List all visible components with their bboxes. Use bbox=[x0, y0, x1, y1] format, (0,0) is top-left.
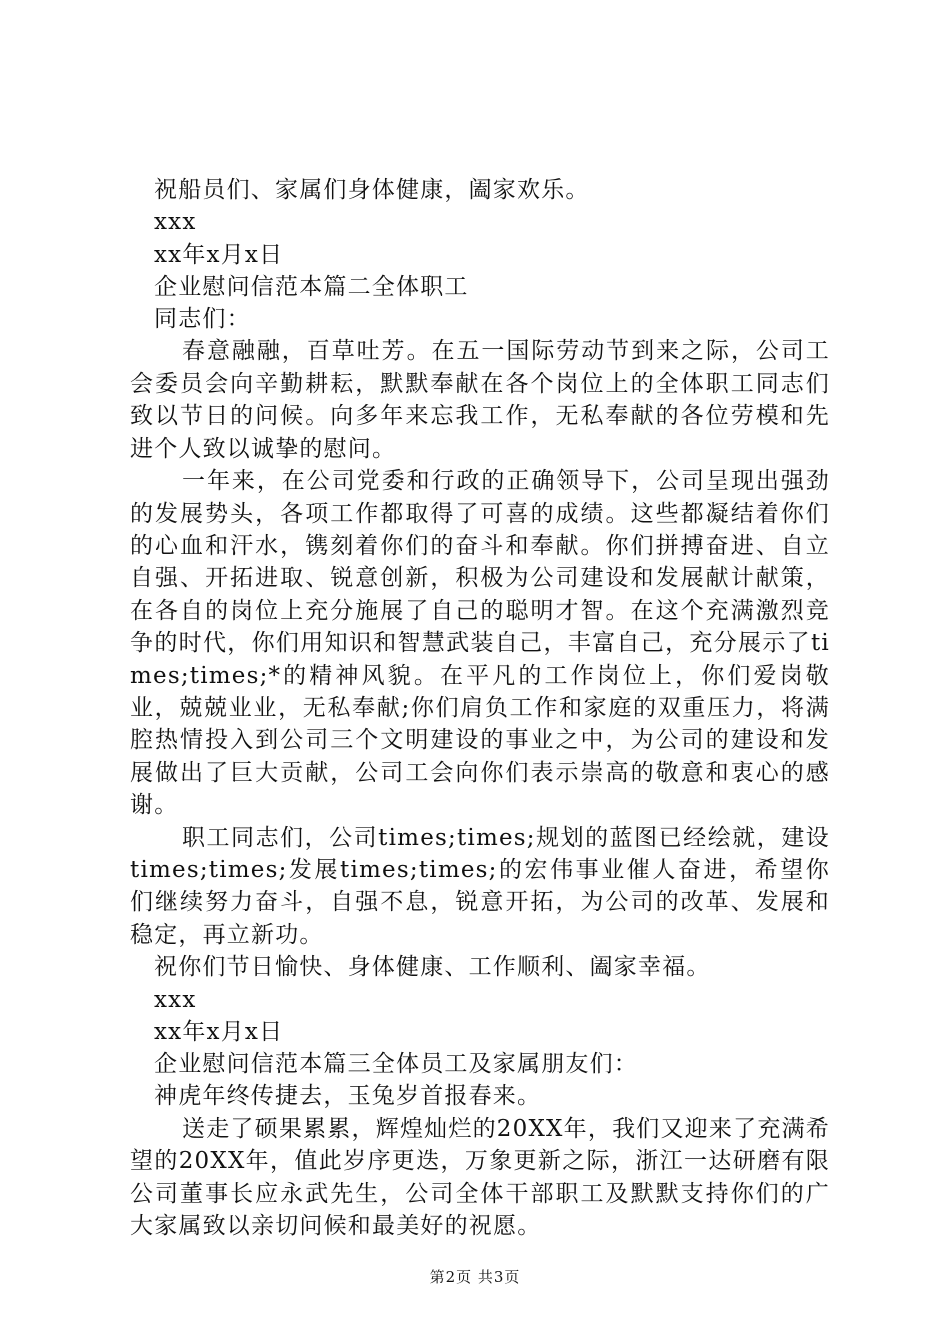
date-1: xx年x月x日 bbox=[154, 241, 284, 268]
body-paragraph-1: 春意融融，百草吐芳。在五一国际劳动节到来之际，公司工会委员会向辛勤耕耘，默默奉献在各个岗位上的全体职工同志们致以节日的问候。向多年来忘我工作，无私奉献的各位劳模和先进个人致以诚挚的慰问。 bbox=[130, 338, 830, 462]
document-body bbox=[130, 174, 830, 1242]
section-title-3: 企业慰问信范本篇三全体员工及家属朋友们： bbox=[154, 1051, 638, 1078]
closing-greeting-2: 祝你们节日愉快、身体健康、工作顺利、阖家幸福。 bbox=[154, 954, 711, 981]
body-paragraph-4: 送走了硕果累累，辉煌灿烂的20XX年，我们又迎来了充满希望的20XX年，值此岁序更迭，万象更新之际，浙江一达研磨有限公司董事长应永武先生，公司全体干部职工及默默支持你们的广大家属致以亲切问候和最美好的祝愿。 bbox=[130, 1115, 830, 1239]
date-2: xx年x月x日 bbox=[154, 1018, 284, 1045]
salutation-2: 同志们： bbox=[154, 306, 251, 333]
section-title-2: 企业慰问信范本篇二全体职工 bbox=[154, 273, 469, 300]
closing-greeting-1: 祝船员们、家属们身体健康，阖家欢乐。 bbox=[154, 177, 590, 203]
couplet-line: 神虎年终传捷去，玉兔岁首报春来。 bbox=[154, 1083, 542, 1110]
signature-1: xxx bbox=[154, 209, 197, 236]
page-number-footer: 第2页 共3页 bbox=[429, 1268, 521, 1286]
body-paragraph-2: 一年来，在公司党委和行政的正确领导下，公司呈现出强劲的发展势头，各项工作都取得了可喜的成绩。这些都凝结着你们的心血和汗水，镌刻着你们的奋斗和奉献。你们拼搏奋进、自立自强、开拓进取、锐意创新，积极为公司建设和发展献计献策，在各自的岗位上充分施展了自己的聪明才智。在这个充满激烈竞争的时代，你们用知识和智慧武装自己，丰富自己，充分展示了times;times;*的精神风貌。在平凡的工作岗位上，你们爱岗敬业，兢兢业业，无私奉献;你们肩负工作和家庭的双重压力，将满腔热情投入到公司三个文明建设的事业之中，为公司的建设和发展做出了巨大贡献，公司工会向你们表示崇高的敬意和衷心的感谢。 bbox=[130, 468, 830, 819]
signature-2: xxx bbox=[154, 986, 197, 1013]
body-paragraph-3: 职工同志们，公司times;times;规划的蓝图已经绘就，建设times;times;发展times;times;的宏伟事业催人奋进，希望你们继续努力奋斗，自强不息，锐意开拓，为公司的改革、发展和稳定，再立新功。 bbox=[130, 824, 830, 948]
